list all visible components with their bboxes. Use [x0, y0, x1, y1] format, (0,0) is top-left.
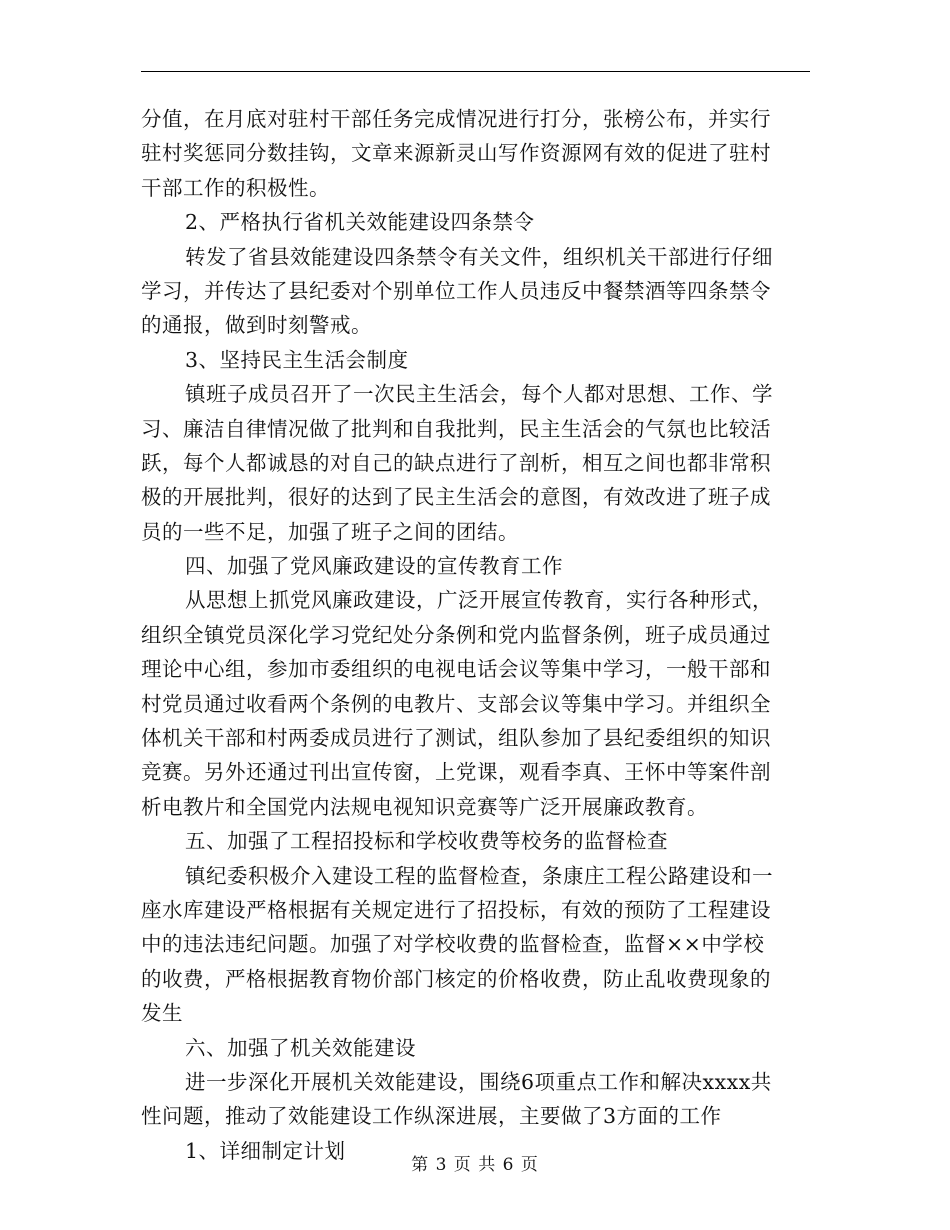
paragraph-line: 座水库建设严格根据有关规定进行了招投标，有效的预防了工程建设 [141, 897, 771, 922]
paragraph-first-line: 2、严格执行省机关效能建设四条禁令 [185, 210, 535, 235]
paragraph-first-line: 镇纪委积极介入建设工程的监督检查，条康庄工程公路建设和一 [185, 863, 773, 888]
paragraph-line: 跃，每个人都诚恳的对自己的缺点进行了剖析，相互之间也都非常积 [141, 450, 771, 475]
paragraph-line: 员的一些不足，加强了班子之间的团结。 [141, 519, 519, 544]
paragraph-line: 习、廉洁自律情况做了批判和自我批判，民主生活会的气氛也比较活 [141, 416, 771, 441]
paragraph-first-line: 从思想上抓党风廉政建设，广泛开展宣传教育，实行各种形式， [185, 588, 773, 613]
document-body [141, 102, 810, 1168]
paragraph-line: 干部工作的积极性。 [141, 175, 330, 200]
paragraph-first-line: 3、坚持民主生活会制度 [185, 347, 409, 372]
paragraph-first-line: 五、加强了工程招投标和学校收费等校务的监督检查 [185, 829, 668, 854]
paragraph-line: 极的开展批判，很好的达到了民主生活会的意图，有效改进了班子成 [141, 485, 771, 510]
paragraph-first-line: 镇班子成员召开了一次民主生活会，每个人都对思想、工作、学 [185, 382, 773, 407]
paragraph-line: 发生 [141, 1001, 183, 1026]
paragraph-line: 村党员通过收看两个条例的电教片、支部会议等集中学习。并组织全 [141, 691, 771, 716]
paragraph-line: 性问题，推动了效能建设工作纵深进展，主要做了3方面的工作 [141, 1104, 722, 1129]
header-rule [141, 71, 810, 72]
paragraph-line: 学习，并传达了县纪委对个别单位工作人员违反中餐禁酒等四条禁令 [141, 278, 771, 303]
paragraph-line: 驻村奖惩同分数挂钩，文章来源新灵山写作资源网有效的促进了驻村 [141, 141, 771, 166]
paragraph-line: 组织全镇党员深化学习党纪处分条例和党内监督条例，班子成员通过 [141, 622, 771, 647]
paragraph-first-line: 六、加强了机关效能建设 [185, 1035, 416, 1060]
paragraph-first-line: 四、加强了党风廉政建设的宣传教育工作 [185, 554, 563, 579]
paragraph-line: 分值，在月底对驻村干部任务完成情况进行打分，张榜公布，并实行 [141, 107, 771, 131]
paragraph-first-line: 转发了省县效能建设四条禁令有关文件，组织机关干部进行仔细 [185, 244, 773, 269]
page-footer: 第 3 页 共 6 页 [411, 1155, 539, 1175]
paragraph-line: 析电教片和全国党内法规电视知识竞赛等广泛开展廉政教育。 [141, 794, 708, 819]
paragraph-line: 的收费，严格根据教育物价部门核定的价格收费，防止乱收费现象的 [141, 966, 771, 991]
paragraph-line: 中的违法违纪问题。加强了对学校收费的监督检查，监督××中学校 [141, 932, 765, 957]
paragraph-line: 的通报，做到时刻警戒。 [141, 313, 372, 338]
paragraph-line: 体机关干部和村两委成员进行了测试，组队参加了县纪委组织的知识 [141, 726, 771, 751]
paragraph-first-line: 进一步深化开展机关效能建设，围绕6项重点工作和解决xxxx共 [185, 1069, 772, 1094]
paragraph-line: 竞赛。另外还通过刊出宣传窗，上党课，观看李真、王怀中等案件剖 [141, 760, 771, 785]
paragraph-line: 理论中心组，参加市委组织的电视电话会议等集中学习，一般干部和 [141, 657, 771, 682]
paragraph-first-line: 1、详细制定计划 [185, 1138, 346, 1163]
